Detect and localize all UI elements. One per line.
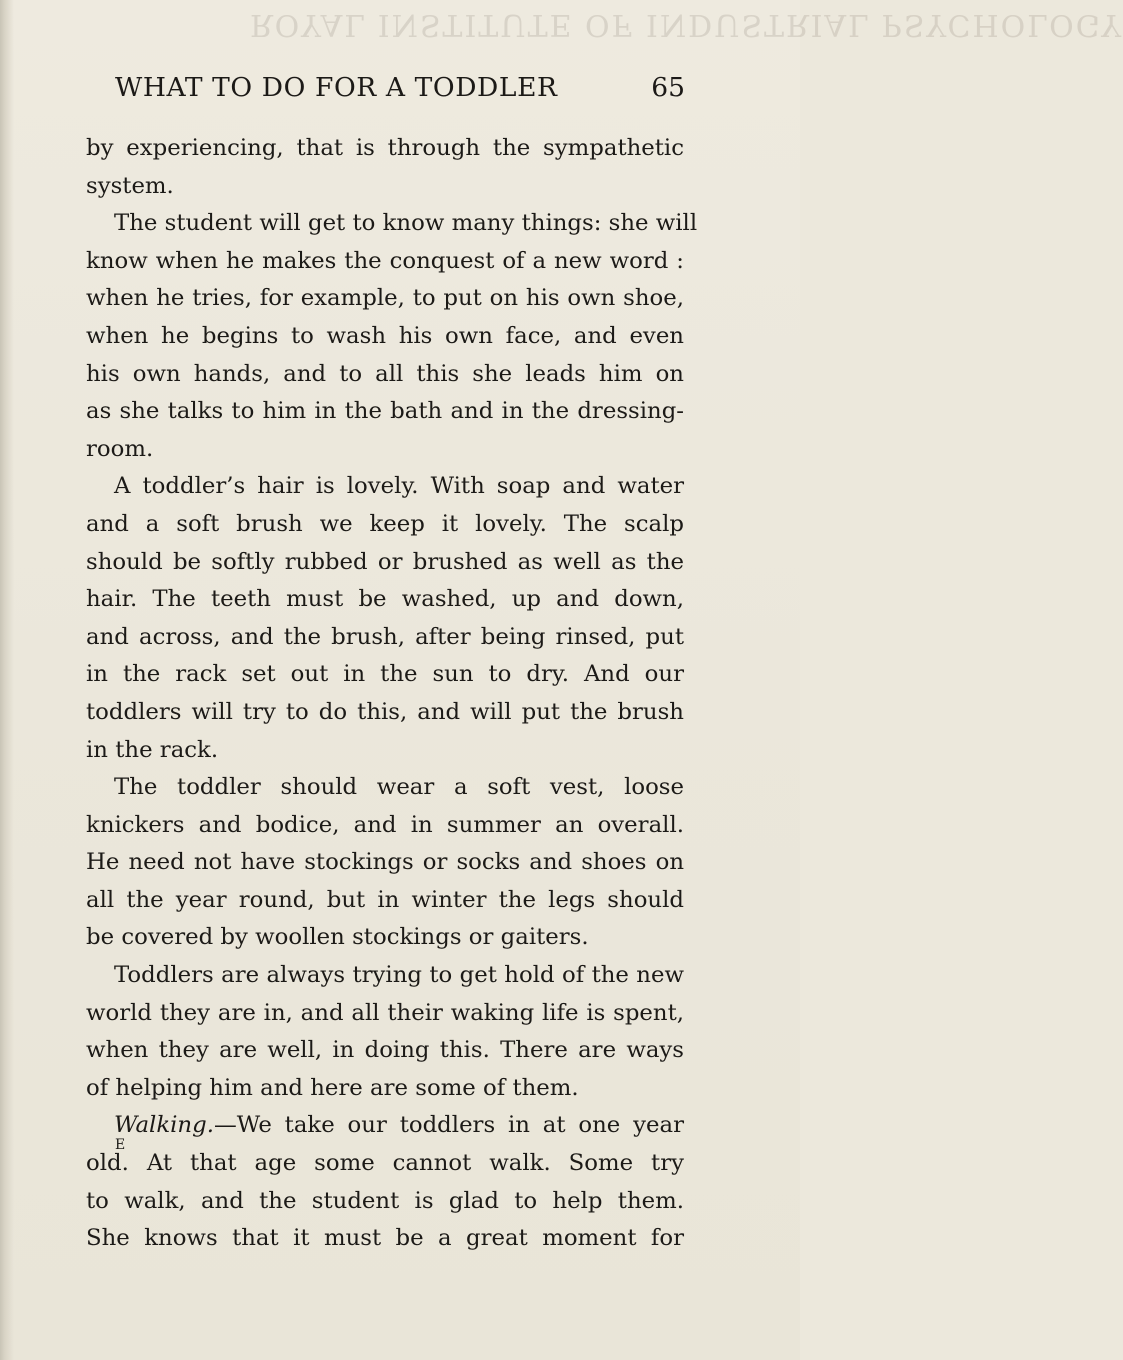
text-line: She knows that it must be a great moment for [86,1225,684,1252]
text-line: to walk, and the student is glad to help them. [86,1187,684,1214]
text-line: system. [86,172,174,199]
page-header [115,72,685,112]
text-line: by experiencing, that is through the sympathetic [86,135,684,161]
running-title: WHAT TO DO FOR A TODDLER [115,72,558,103]
text-line: when he begins to wash his own face, and even [86,322,684,349]
text-line: world they are in, and all their waking life is spent, [86,999,684,1026]
walking-heading: Walking. [114,1112,214,1139]
text-line: of helping him and here are some of them. [86,1074,579,1101]
text-line: when he tries, for example, to put on his own shoe, [86,285,684,312]
text-line: and a soft brush we keep it lovely. The scalp [86,510,684,537]
signature-mark: E [115,1137,127,1153]
text-line: his own hands, and to all this she leads him on [86,360,684,387]
text-line: hair. The teeth must be washed, up and down, [86,586,684,613]
page-number: 65 [651,72,685,103]
text-line: in the rack. [86,736,219,763]
text-line: old. At that age some cannot walk. Some try [86,1150,684,1177]
text-line: room. [86,435,154,462]
text-line: knickers and bodice, and in summer an overall. [86,811,684,838]
text-line: toddlers will try to do this, and will put the brush [86,698,684,725]
page-gutter-shadow [0,0,14,1360]
text-line: when they are well, in doing this. There are ways [86,1037,684,1064]
walking-line [86,1107,684,1145]
text-line: A toddler’s hair is lovely. With soap and water [114,473,684,500]
text-line: in the rack set out in the sun to dry. And our [86,661,684,688]
text-line: should be softly rubbed or brushed as well as the [86,548,684,575]
text-line: The student will get to know many things: she will [114,210,698,237]
text-line: Toddlers are always trying to get hold of the new [114,962,684,989]
body-text [86,130,698,1258]
text-line: and across, and the brush, after being rinsed, put [86,623,684,650]
text-line: The toddler should wear a soft vest, loose [114,774,684,801]
walking-rest: —We take our toddlers in at one year [213,1112,684,1139]
show-through-text: ROYAL INSTITUTE OF INDUSTRIAL PSYCHOLOGY [250,7,1123,42]
text-line: know when he makes the conquest of a new word : [86,247,684,274]
text-line: be covered by woollen stockings or gaiters. [86,924,589,951]
text-line: as she talks to him in the bath and in the dressing- [86,398,684,425]
text-line: all the year round, but in winter the legs should [86,886,684,913]
text-line: He need not have stockings or socks and shoes on [86,849,684,876]
